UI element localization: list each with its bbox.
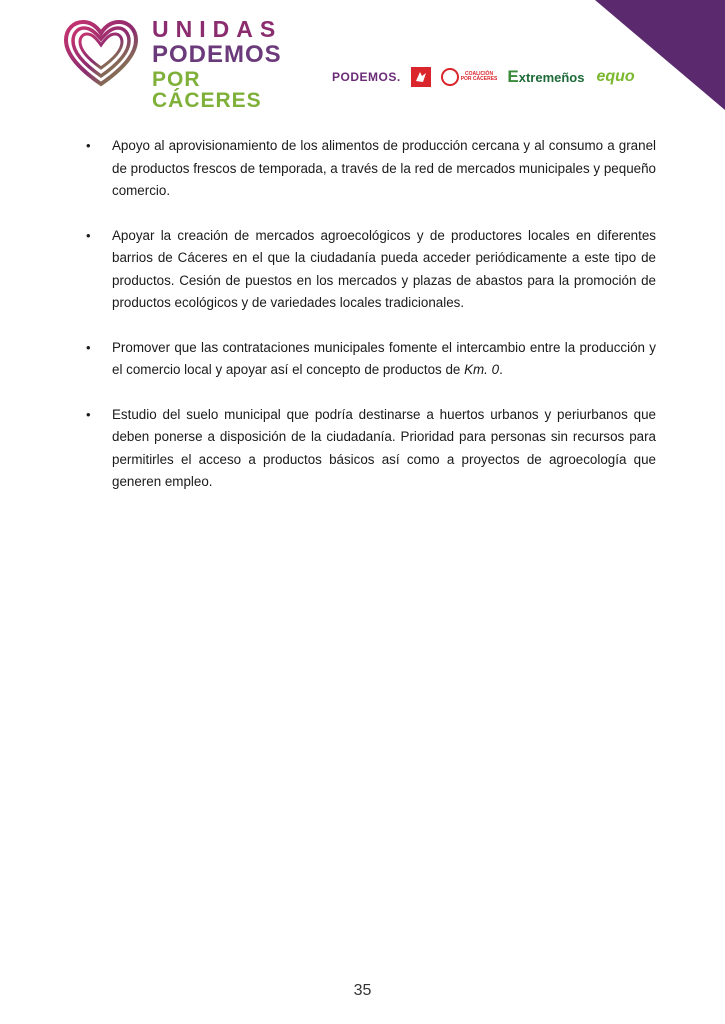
corner-decoration	[595, 0, 725, 110]
page-number: 35	[353, 982, 372, 999]
list-item	[84, 337, 656, 382]
brand-line-unidas: UNIDAS	[152, 16, 283, 42]
extremenos-initial: E	[507, 67, 519, 86]
list-item-tail: .	[499, 362, 503, 377]
list-item-text: Estudio del suelo municipal que podría destinarse a huertos urbanos y periurbanos que deben ponerse a disposición de la ciudadanía. Prioridad para personas sin recursos para permitirles el acceso a productos básicos así como a proyectos de agroecología que generen empleo.	[112, 406, 656, 489]
unidas-podemos-logo	[62, 16, 312, 112]
podemos-logo: PODEMOS.	[332, 70, 401, 84]
brand-line-caceres: POR CÁCERES	[152, 68, 262, 112]
brand-line-podemos: PODEMOS	[152, 41, 282, 68]
list-item-text: Apoyo al aprovisionamiento de los alimentos de producción cercana y al consumo a granel de productos frescos de temporada, a través de la red de mercados municipales y pequeño comercio.	[112, 138, 656, 198]
bullet-icon: •	[86, 138, 91, 153]
equo-logo: equo	[596, 68, 635, 85]
list-item-italic: Km. 0	[464, 362, 500, 377]
list-item	[84, 225, 656, 315]
extremenos-logo	[507, 67, 584, 87]
iu-icon	[411, 67, 431, 87]
heart-icon	[62, 18, 140, 90]
list-item-text: Apoyar la creación de mercados agroecológicos y de productores locales en diferentes barrios de Cáceres en el que la ciudadanía pueda acceder periódicamente a este tipo de productos. Cesión de puestos en los mercados y plazas de abastos para la promoción de productos ecológicos y de variedades locales tradicionales.	[112, 227, 656, 310]
coalicion-line1: COALICIÓN	[465, 70, 494, 77]
list-item	[84, 135, 656, 203]
izquierda-unida-logo	[411, 67, 431, 87]
extremenos-text: xtremeños	[518, 70, 585, 85]
list-item-text: Promover que las contrataciones municipales fomente el intercambio entre la producción y el comercio local y apoyar así el concepto de productos de	[112, 339, 656, 377]
bullet-list	[84, 135, 656, 516]
coalicion-por-caceres-logo	[441, 68, 498, 86]
bullet-icon: •	[86, 339, 91, 355]
list-item	[84, 404, 656, 494]
coalicion-circle-icon	[441, 68, 459, 86]
coalicion-line2: POR CÁCERES	[460, 76, 498, 82]
bullet-icon: •	[86, 406, 91, 422]
brand-name	[152, 18, 312, 111]
partner-logos	[332, 62, 662, 92]
bullet-icon: •	[86, 227, 91, 243]
